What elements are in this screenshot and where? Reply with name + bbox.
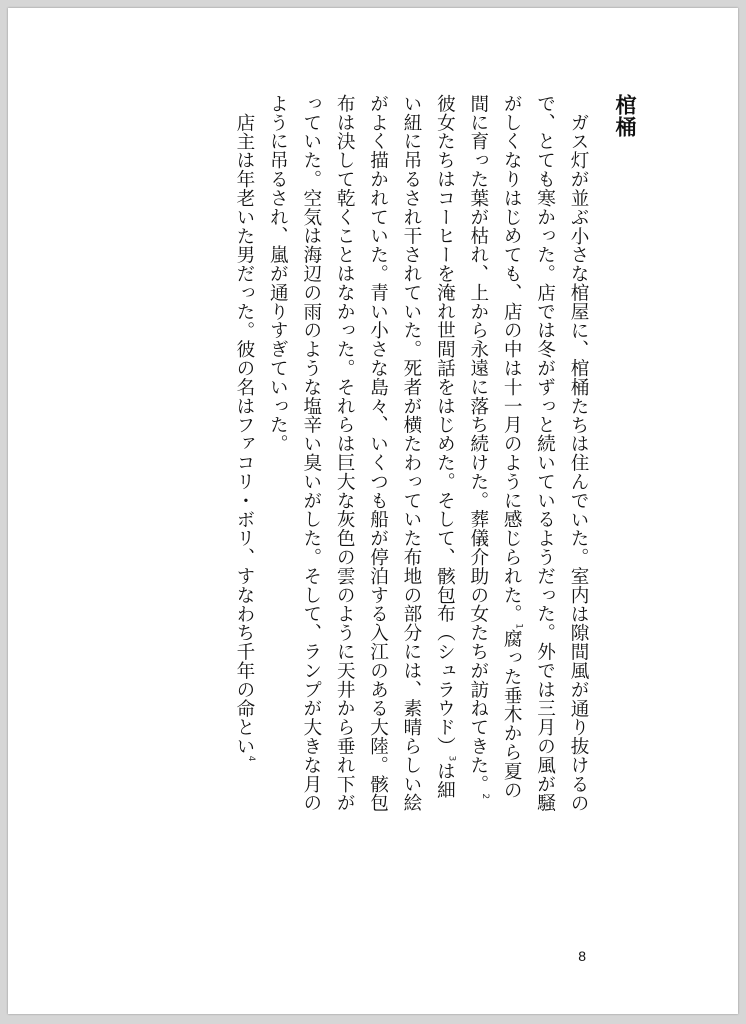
footnote-marker-2[interactable]: 2 bbox=[479, 793, 490, 800]
paragraph-1 bbox=[261, 94, 595, 814]
chapter-title: 棺桶 bbox=[613, 94, 637, 138]
footnote-marker-4[interactable]: 4 bbox=[246, 755, 257, 762]
body-text bbox=[228, 94, 595, 814]
text-run: 店主は年老いた男だった。彼の名はファコリ・ボリ、すなわち千年の命とい bbox=[233, 112, 255, 756]
text-run: は細い紐に吊るされ干されていた。死者が横たわっていた布地の部分には、素晴らしい絵がよく描かれていた。青い小さな島々、いくつも船が停泊する入江のある大陸。骸包布は決して乾くことはなかった。それらは巨大な灰色の雲のように天井から垂れ下がっていた。空気は海辺の雨のような塩辛い臭いがした。そして、ランプが大きな月のように吊るされ、嵐が通りすぎていった。 bbox=[267, 94, 456, 813]
footnote-marker-1[interactable]: 1 bbox=[513, 623, 524, 630]
text-run: 彼女たちはコーヒーを淹れ世間話をはじめた。そして、骸包布（シュラウド） bbox=[434, 94, 456, 756]
footnote-marker-3[interactable]: 3 bbox=[446, 755, 457, 762]
page-number: 8 bbox=[578, 948, 586, 964]
paragraph-2 bbox=[228, 94, 261, 814]
text-run: ガス灯が並ぶ小さな棺屋に、棺桶たちは住んでいた。室内は隙間風が通り抜けるので、とても寒かった。店では冬がずっと続いているようだった。外では三月の風が騒がしくなりはじめても、店の中は十一月のように感じられた。 bbox=[501, 94, 589, 813]
document-page bbox=[8, 8, 738, 1014]
text-run: 腐った垂木から夏の間に育った葉が枯れ、上から永遠に落ち続けた。葬儀介助の女たちが訪ねてきた。 bbox=[467, 94, 523, 800]
